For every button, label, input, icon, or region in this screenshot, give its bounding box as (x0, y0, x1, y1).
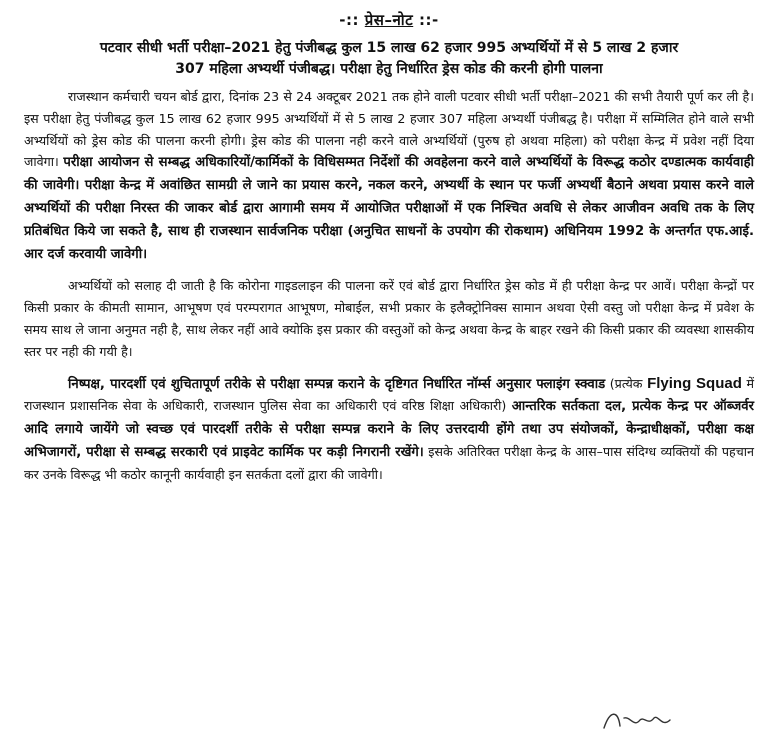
headline (24, 38, 754, 80)
paragraph-1 (24, 86, 754, 265)
title-suffix: ::- (418, 11, 439, 29)
paragraph-3-normal-1: (प्रत्येक (605, 375, 648, 391)
paragraph-3-bold-2: आन्तरिक सर्तकता दल, प्रत्येक केन्द्र पर ऑब्जर्वर आदि लगाये जायेंगे जो स्वच्छ एवं पारदर्शी तरीके से परीक्षा सम्पन्न कराने के लिए उत्तरदायी होंगे तथा उप संयोजकों, केन्द्राधीक्षकों, परीक्षा कक्ष अभिजागरों, परीक्षा से सम्बद्ध सरकारी एवं प्राइवेट कार्मिक पर कड़ी निगरानी रखेंगे। (24, 399, 754, 460)
title-prefix: -:: (339, 11, 360, 29)
paragraph-2 (24, 275, 754, 362)
signature-mark (600, 706, 700, 732)
press-note-title (24, 10, 754, 30)
paragraph-3-normal-3: इसके अतिरिक्त परीक्षा केन्द्र के आस–पास संदिग्ध व्यक्तियों की पहचान कर उनके विरूद्ध भी कठोर कानूनी कार्यवाही इन सतर्कता दलों द्वारा की जावेगी। (24, 443, 754, 482)
headline-line-1: पटवार सीधी भर्ती परीक्षा–2021 हेतु पंजीबद्ध कुल 15 लाख 62 हजार 995 अभ्यर्थियों में से 5 लाख 2 हजार (99, 40, 679, 56)
paragraph-3 (24, 373, 754, 486)
paragraph-1-normal: राजस्थान कर्मचारी चयन बोर्ड द्वारा, दिनांक 23 से 24 अक्टूबर 2021 तक होने वाली पटवार सीधी भर्ती परीक्षा–2021 की सभी तैयारी पूर्ण कर ली है। इस परीक्षा हेतु पंजीबद्ध कुल 15 लाख 62 हजार 995 अभ्यर्थियों में से 5 लाख 2 हजार 307 महिला अभ्यर्थी पंजीबद्ध है। परीक्षा में सम्मिलित होने वाले सभी अभ्यर्थियों को ड्रेस कोड की पालना करनी होगी। ड्रेस कोड की पालना नही करने वाले अभ्यर्थियों (पुरुष हो अथवा महिला) को परीक्षा केन्द्र में प्रवेश नहीं दिया जावेगा। (24, 89, 754, 170)
title-word: प्रेस–नोट (364, 11, 414, 29)
paragraph-3-normal-2: में राजस्थान प्रशासनिक सेवा के अधिकारी, राजस्थान पुलिस सेवा का अधिकारी एवं वरिष्ठ शिक्षा अधिकारी) (24, 375, 755, 414)
paragraph-3-bold-1: निष्पक्ष, पारदर्शी एवं शुचितापूर्ण तरीके से परीक्षा सम्पन्न कराने के दृष्टिगत निर्धारित नॉर्म्स अनुसार फ्लाइंग स्क्वाड (68, 376, 606, 392)
headline-line-2: 307 महिला अभ्यर्थी पंजीबद्ध। परीक्षा हेतु निर्धारित ड्रेस कोड की करनी होगी पालना (175, 61, 603, 77)
paragraph-2-text: अभ्यर्थियों को सलाह दी जाती है कि कोरोना गाइडलाइन की पालना करें एवं बोर्ड द्वारा निर्धारित ड्रेस कोड में ही परीक्षा केन्द्र पर आवें। परीक्षा केन्द्रों पर किसी प्रकार के कीमती सामान, आभूषण एवं परम्परागत आभूषण, मोबाईल, सभी प्रकार के इलैक्ट्रोनिक्स सामान अथवा ऐसी वस्तु जो परीक्षा केन्द्र में प्रवेश के समय साथ ले जाना अनुमत नही है, साथ लेकर नहीं आवे क्योकि इस प्रकार की वस्तुओं को केन्द्र अथवा केन्द्र के बाहर रखने की किसी प्रकार की व्यवस्था शासकीय स्तर पर नही की गयी है। (24, 278, 754, 359)
paragraph-3-flying-squad: Flying Squad (647, 374, 742, 392)
paragraph-1-bold: परीक्षा आयोजन से सम्बद्ध अधिकारियों/कार्मिकों के विधिसम्मत निर्देशों की अवहेलना करने वाले अभ्यर्थियों के विरूद्ध कठोर दण्डात्मक कार्यवाही की जावेगी। परीक्षा केन्द्र में अवांछित सामग्री ले जाने का प्रयास करने, नकल करने, अभ्यर्थी के स्थान पर फर्जी अभ्यर्थी बैठाने अथवा प्रयास करने वाले अभ्यर्थियों की परीक्षा निरस्त की जाकर बोर्ड द्वारा आगामी समय में आयोजित परीक्षाओं में एक निश्चित अवधि से लेकर आजीवन अवधि तक के लिए प्रतिबंधित किये जा सकते है, साथ ही राजस्थान सार्वजनिक परीक्षा (अनुचित साधनों के उपयोग की रोकथाम) अधिनियम 1992 के अन्तर्गत एफ.आई. आर दर्ज करवायी जावेगी। (24, 155, 754, 262)
